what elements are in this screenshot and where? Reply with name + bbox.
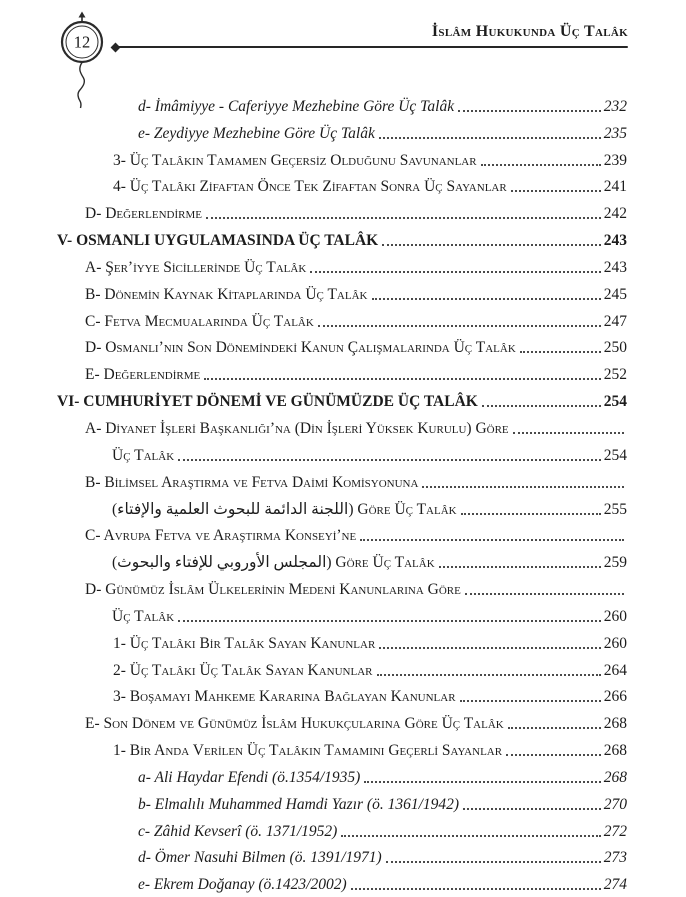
toc-page-number: 243	[603, 258, 627, 276]
toc-entry-text: d- Ömer Nasuhi Bilmen (ö. 1391/1971)	[138, 849, 382, 867]
toc-entry-line	[138, 116, 627, 143]
toc-entry-line	[138, 89, 627, 116]
toc-page-number: 232	[603, 97, 627, 115]
rule-diamond-ornament	[111, 42, 121, 52]
dotted-leader	[482, 405, 601, 407]
dotted-leader	[508, 727, 601, 729]
toc-entry	[57, 572, 627, 626]
toc-entry-text: a- Ali Haydar Efendi (ö.1354/1935)	[138, 768, 361, 786]
toc-entry	[57, 519, 627, 573]
header-rule	[112, 43, 628, 51]
toc-entry-line	[85, 438, 627, 465]
toc-entry-line	[85, 304, 627, 331]
table-of-contents	[57, 89, 627, 894]
page-number: 12	[73, 32, 91, 52]
toc-entry-text: Üç Talâk	[112, 607, 175, 625]
toc-entry	[57, 841, 627, 868]
toc-entry	[57, 250, 627, 277]
toc-page-number: 272	[603, 822, 627, 840]
dotted-leader	[439, 566, 601, 568]
toc-entry-text: d- İmâmiyye - Caferiyye Mezhebine Göre Üç Talâk	[138, 97, 455, 115]
toc-page-number: 241	[603, 178, 627, 196]
toc-entry-line	[57, 384, 627, 411]
rule-line	[116, 46, 628, 48]
dotted-leader	[458, 110, 601, 112]
toc-entry-text: E- Son Dönem ve Günümüz İslâm Hukukçularına Göre Üç Talâk	[85, 715, 504, 733]
toc-page-number: 268	[603, 742, 627, 760]
toc-page-number: 254	[603, 393, 627, 411]
toc-entry-line	[85, 277, 627, 304]
toc-entry-line	[85, 599, 627, 626]
toc-page-number: 268	[603, 768, 627, 786]
toc-entry-text: 2- Üç Talâkı Üç Talâk Sayan Kanunlar	[113, 661, 373, 679]
toc-entry	[57, 760, 627, 787]
dotted-leader	[351, 888, 601, 890]
dotted-leader	[461, 513, 601, 515]
toc-entry-text: V- OSMANLI UYGULAMASINDA ÜÇ TALÂK	[57, 232, 379, 250]
dotted-leader	[204, 378, 601, 380]
toc-page-number: 274	[603, 876, 627, 894]
toc-entry	[57, 331, 627, 358]
toc-entry-line	[85, 357, 627, 384]
toc-page-number: 260	[603, 607, 627, 625]
toc-entry	[57, 116, 627, 143]
toc-entry-line	[113, 680, 627, 707]
toc-entry	[57, 223, 627, 250]
toc-entry-text: B- Bilimsel Araştırma ve Fetva Daimi Komisyonuna	[85, 473, 419, 491]
toc-entry	[57, 277, 627, 304]
toc-page-number: 252	[603, 366, 627, 384]
toc-page-number: 273	[603, 849, 627, 867]
toc-entry	[57, 89, 627, 116]
toc-entry	[57, 706, 627, 733]
dotted-leader	[422, 486, 624, 488]
dotted-leader	[520, 351, 601, 353]
toc-entry-text: C- Avrupa Fetva ve Araştırma Konseyi’ne	[85, 527, 357, 545]
toc-entry-line	[57, 223, 627, 250]
dotted-leader	[506, 754, 601, 756]
toc-entry-line	[138, 760, 627, 787]
dotted-leader	[360, 539, 624, 541]
toc-entry	[57, 867, 627, 894]
toc-entry	[57, 304, 627, 331]
toc-entry	[57, 411, 627, 465]
dotted-leader	[372, 298, 601, 300]
toc-entry	[57, 465, 627, 519]
dotted-leader	[463, 808, 601, 810]
toc-entry	[57, 814, 627, 841]
toc-entry	[57, 196, 627, 223]
dotted-leader	[386, 861, 601, 863]
toc-entry-text: Üç Talâk	[112, 446, 175, 464]
toc-entry-text: D- Osmanlı’nın Son Dönemindeki Kanun Çalışmalarında Üç Talâk	[85, 339, 516, 357]
toc-page-number: 268	[603, 715, 627, 733]
toc-entry-text: 3- Boşamayı Mahkeme Kararına Bağlayan Kanunlar	[113, 688, 456, 706]
toc-page-number: 235	[603, 124, 627, 142]
toc-page-number: 254	[603, 446, 627, 464]
toc-page-number: 264	[603, 661, 627, 679]
toc-entry	[57, 680, 627, 707]
toc-entry-text: c- Zâhid Kevserî (ö. 1371/1952)	[138, 822, 338, 840]
dotted-leader	[481, 164, 601, 166]
dotted-leader	[178, 459, 601, 461]
toc-entry-line	[85, 411, 627, 438]
toc-entry-line	[138, 867, 627, 894]
toc-page-number: 255	[603, 500, 627, 518]
toc-page-number: 239	[603, 151, 627, 169]
toc-entry	[57, 384, 627, 411]
toc-entry-line	[113, 626, 627, 653]
toc-page-number: 270	[603, 795, 627, 813]
dotted-leader	[206, 217, 601, 219]
toc-entry-text: 3- Üç Talâkın Tamamen Geçersiz Olduğunu Savunanlar	[113, 151, 477, 169]
toc-entry-line	[85, 572, 627, 599]
toc-entry	[57, 143, 627, 170]
toc-entry-text: e- Zeydiyye Mezhebine Göre Üç Talâk	[138, 124, 375, 142]
toc-entry-text: D- Değerlendirme	[85, 205, 202, 223]
toc-page-number: 260	[603, 634, 627, 652]
toc-entry	[57, 733, 627, 760]
toc-entry-line	[85, 196, 627, 223]
dotted-leader	[382, 244, 601, 246]
toc-entry-line	[85, 250, 627, 277]
dotted-leader	[178, 620, 601, 622]
dotted-leader	[465, 593, 624, 595]
dotted-leader	[460, 700, 601, 702]
toc-entry-line	[113, 170, 627, 197]
toc-page-number: 266	[603, 688, 627, 706]
dotted-leader	[364, 781, 600, 783]
toc-entry-line	[85, 545, 627, 572]
toc-entry-text: 1- Üç Talâkı Bir Talâk Sayan Kanunlar	[113, 634, 376, 652]
toc-entry	[57, 626, 627, 653]
dotted-leader	[379, 137, 601, 139]
toc-entry-text: C- Fetva Mecmualarında Üç Talâk	[85, 312, 314, 330]
toc-entry-line	[85, 519, 627, 546]
toc-entry-line	[138, 841, 627, 868]
toc-entry	[57, 170, 627, 197]
toc-entry-line	[113, 733, 627, 760]
toc-page-number: 259	[603, 554, 627, 572]
toc-entry-text: B- Dönemin Kaynak Kitaplarında Üç Talâk	[85, 285, 368, 303]
toc-entry-text: 4- Üç Talâkı Zifaftan Önce Tek Zifaftan Sonra Üç Sayanlar	[113, 178, 507, 196]
toc-entry-text: 1- Bir Anda Verilen Üç Talâkın Tamamını Geçerli Sayanlar	[113, 742, 503, 760]
toc-entry-text: VI- CUMHURİYET DÖNEMİ VE GÜNÜMÜZDE ÜÇ TALÂK	[57, 393, 478, 411]
toc-entry-line	[85, 465, 627, 492]
toc-entry	[57, 787, 627, 814]
toc-entry-text: e- Ekrem Doğanay (ö.1423/2002)	[138, 876, 347, 894]
dotted-leader	[310, 271, 600, 273]
toc-entry-line	[85, 706, 627, 733]
dotted-leader	[377, 674, 601, 676]
toc-entry-text: (اللجنة الدائمة للبحوث العلمية والإفتاء) Göre Üç Talâk	[112, 500, 457, 518]
dotted-leader	[318, 325, 601, 327]
toc-entry-text: D- Günümüz İslâm Ülkelerinin Medeni Kanunlarına Göre	[85, 581, 461, 599]
toc-entry-text: A- Diyanet İşleri Başkanlığı’na (Din İşleri Yüksek Kurulu) Göre	[85, 419, 509, 437]
running-title: İslâm Hukukunda Üç Talâk	[431, 23, 628, 40]
toc-page-number: 243	[603, 232, 627, 250]
toc-entry-line	[113, 143, 627, 170]
toc-entry-text: (المجلس الأوروبي للإفتاء والبحوث) Göre Üç Talâk	[112, 554, 435, 572]
toc-entry-line	[85, 331, 627, 358]
dotted-leader	[341, 835, 600, 837]
toc-entry-text: b- Elmalılı Muhammed Hamdi Yazır (ö. 1361/1942)	[138, 795, 460, 813]
dotted-leader	[511, 190, 601, 192]
ornament-finial-diamond	[79, 12, 86, 18]
toc-page-number: 245	[603, 285, 627, 303]
toc-entry	[57, 653, 627, 680]
dotted-leader	[379, 647, 600, 649]
toc-page-number: 250	[603, 339, 627, 357]
toc-entry-text: A- Şer’iyye Sicillerinde Üç Talâk	[85, 258, 307, 276]
toc-entry-text: E- Değerlendirme	[85, 366, 201, 384]
toc-entry-line	[138, 787, 627, 814]
toc-page-number: 242	[603, 205, 627, 223]
toc-entry-line	[113, 653, 627, 680]
toc-entry-line	[85, 492, 627, 519]
toc-entry	[57, 357, 627, 384]
dotted-leader	[513, 432, 624, 434]
toc-page-number: 247	[603, 312, 627, 330]
toc-entry-line	[138, 814, 627, 841]
